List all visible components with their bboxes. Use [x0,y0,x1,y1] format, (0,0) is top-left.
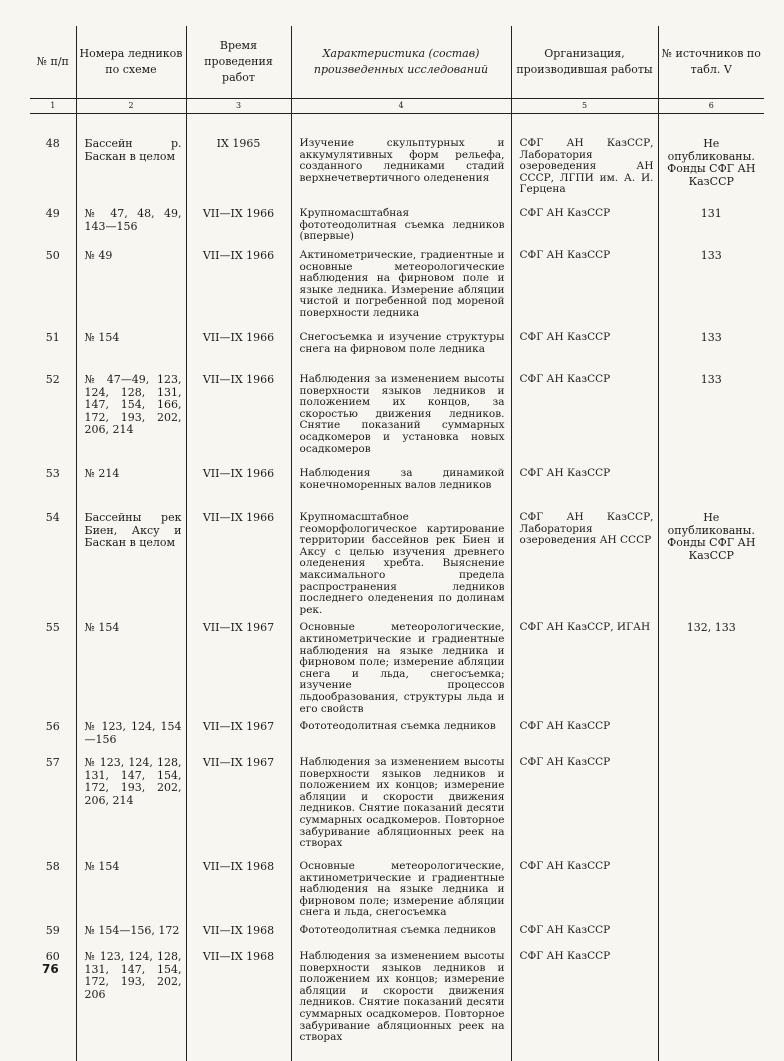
document-page [30,26,764,1061]
row-number: 56 [45,720,60,734]
page-number: 76 [42,962,59,976]
row-number: 53 [45,467,60,480]
source-reference: 133 [658,326,764,368]
column-number: 5 [511,99,658,114]
header-glaciers: Номера ледников по схеме [76,26,186,99]
row-number: 52 [45,373,60,386]
table-row [30,945,764,1061]
glacier-numbers: № 123, 124, 154—156 [76,715,186,751]
source-reference: Не опубликованы. Фонды СФГ АН КазССР [658,132,764,202]
glacier-numbers: Бассейн р. Баскан в целом [76,132,186,202]
organization: СФГ АН КазССР, Лаборатория озероведения АН СССР [511,506,658,616]
table-row [30,616,764,715]
work-period: VII—IX 1968 [186,919,291,945]
research-description: Наблюдения за динамикой конечноморенных валов ледников [291,462,511,506]
research-description: Фототеодолитная съемка ледников [291,715,511,751]
row-number: 60 [45,950,60,964]
work-period: VII—IX 1967 [186,751,291,855]
column-number-row [30,99,764,114]
row-number: 58 [45,860,60,874]
row-number: 57 [45,756,60,770]
column-number: 6 [658,99,764,114]
research-description: Фототеодолитная съемка ледников [291,919,511,945]
column-number: 2 [76,99,186,114]
organization: СФГ АН КазССР [511,326,658,368]
row-number: 50 [45,249,60,262]
table-row [30,751,764,855]
header-description: Характеристика (состав) произведенных исследований [291,26,511,99]
column-number: 1 [30,99,76,114]
research-description: Крупномасштабная фототеодолитная съемка ледников (впервые) [291,202,511,244]
table-row [30,368,764,462]
glacier-research-table [30,26,764,1061]
row-number: 59 [45,924,60,938]
source-reference [658,462,764,506]
work-period: VII—IX 1968 [186,855,291,919]
organization: СФГ АН КазССР [511,945,658,1061]
research-description: Актинометрические, градиентные и основные метеорологические наблюдения на фирновом поле и языке ледника. Измерение абляции чистой и погребенной под мореной поверхности ледника [291,244,511,326]
organization: СФГ АН КазССР [511,751,658,855]
table-row [30,244,764,326]
source-reference: 133 [658,244,764,326]
glacier-numbers: № 154—156, 172 [76,919,186,945]
source-reference: 131 [658,202,764,244]
research-description: Основные метеорологические, актинометрические и градиентные наблюдения на языке ледника и фирновом поле; измерение абляции снега и льда, снегосъемка [291,855,511,919]
work-period: VII—IX 1966 [186,326,291,368]
research-description: Наблюдения за изменением высоты поверхности языков ледников и положением их концов; измерение абляции и скорости движения ледников. Снятие показаний десяти суммарных осадкомеров. Повторное забуривание абляционных реек на створах [291,751,511,855]
source-reference: Не опубликованы. Фонды СФГ АН КазССР [658,506,764,616]
glacier-numbers: № 47, 48, 49, 143—156 [76,202,186,244]
source-reference [658,945,764,1061]
source-reference [658,919,764,945]
table-row [30,855,764,919]
organization: СФГ АН КазССР, Лаборатория озероведения АН СССР, ЛГПИ им. А. И. Герцена [511,132,658,202]
header-number: № п/п [30,26,76,99]
table-row [30,919,764,945]
source-reference: 133 [658,368,764,462]
glacier-numbers: Бассейны рек Биен, Аксу и Баскан в целом [76,506,186,616]
header-time: Время проведения работ [186,26,291,99]
work-period: VII—IX 1967 [186,616,291,715]
row-number: 55 [45,621,60,635]
work-period: IX 1965 [186,132,291,202]
spacer-row [30,114,764,133]
table-row [30,462,764,506]
table-row [30,506,764,616]
glacier-numbers: № 214 [76,462,186,506]
work-period: VII—IX 1966 [186,462,291,506]
header-row [30,26,764,99]
work-period: VII—IX 1966 [186,202,291,244]
work-period: VII—IX 1966 [186,368,291,462]
organization: СФГ АН КазССР [511,855,658,919]
organization: СФГ АН КазССР [511,462,658,506]
column-number: 4 [291,99,511,114]
work-period: VII—IX 1966 [186,244,291,326]
table-row [30,202,764,244]
glacier-numbers: № 154 [76,616,186,715]
research-description: Наблюдения за изменением высоты поверхности языков ледников и положением их концов; измерение абляции и скорости движения ледников. Снятие показаний десяти суммарных осадкомеров. Повторное забуривание абляционных реек на створах [291,945,511,1061]
table-row [30,132,764,202]
table-row [30,715,764,751]
source-reference: 132, 133 [658,616,764,715]
row-number: 48 [45,137,60,150]
work-period: VII—IX 1968 [186,945,291,1061]
research-description: Снегосъемка и изучение структуры снега на фирновом поле ледника [291,326,511,368]
research-description: Основные метеорологические, актинометрические и градиентные наблюдения на языке ледника и фирновом поле; измерение абляции снега и льда, снегосъемка; изучение процессов льдообразования, структуры льда и его свойств [291,616,511,715]
source-reference [658,855,764,919]
glacier-numbers: № 123, 124, 128, 131, 147, 154, 172, 193, 202, 206, 214 [76,751,186,855]
organization: СФГ АН КазССР [511,244,658,326]
source-reference [658,715,764,751]
organization: СФГ АН КазССР, ИГАН [511,616,658,715]
row-number: 49 [45,207,60,220]
work-period: VII—IX 1966 [186,506,291,616]
glacier-numbers: № 49 [76,244,186,326]
row-number: 51 [45,331,60,344]
column-number: 3 [186,99,291,114]
glacier-numbers: № 123, 124, 128, 131, 147, 154, 172, 193, 202, 206 [76,945,186,1061]
glacier-numbers: № 154 [76,326,186,368]
research-description: Изучение скульптурных и аккумулятивных форм рельефа, созданного ледниками стадий верхнечетвертичного оледенения [291,132,511,202]
research-description: Наблюдения за изменением высоты поверхности языков ледников и положением их концов, за скоростью движения ледников. Снятие показаний суммарных осадкомеров и установка новых осадкомеров [291,368,511,462]
organization: СФГ АН КазССР [511,368,658,462]
table-row [30,326,764,368]
header-organization: Организация, производившая работы [511,26,658,99]
row-number: 54 [45,511,60,524]
organization: СФГ АН КазССР [511,202,658,244]
glacier-numbers: № 47—49, 123, 124, 128, 131, 147, 154, 166, 172, 193, 202, 206, 214 [76,368,186,462]
glacier-numbers: № 154 [76,855,186,919]
work-period: VII—IX 1967 [186,715,291,751]
header-sources: № источников по табл. V [658,26,764,99]
organization: СФГ АН КазССР [511,715,658,751]
source-reference [658,751,764,855]
organization: СФГ АН КазССР [511,919,658,945]
research-description: Крупномасштабное геоморфологическое картирование территории бассейнов рек Биен и Аксу с целью изучения древнего оледенения хребта. Выяснение максимального предела распространения ледников последнего оледенения по долинам рек. [291,506,511,616]
